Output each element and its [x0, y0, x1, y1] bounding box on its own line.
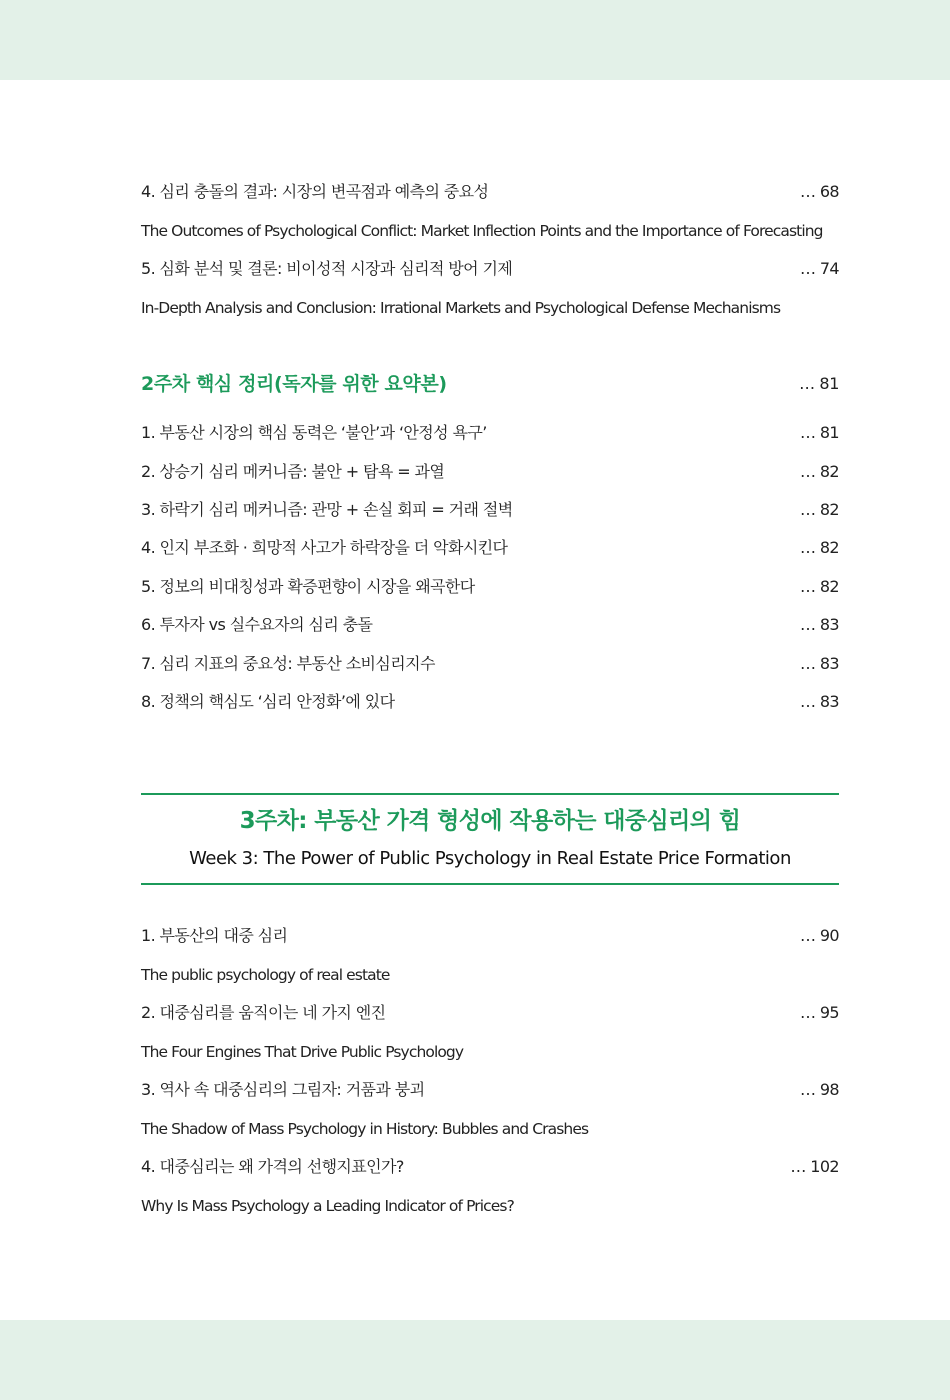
toc-entry[interactable] [141, 923, 839, 949]
toc-entry-english [141, 1116, 839, 1142]
summary-item[interactable] [141, 574, 839, 600]
summary-heading[interactable] [141, 371, 839, 397]
toc-entry-english-title: In-Depth Analysis and Conclusion: Irrational Markets and Psychological Defense Mechanisms [141, 299, 781, 317]
toc-entry-english-title: The Shadow of Mass Psychology in History: Bubbles and Crashes [141, 1120, 589, 1138]
toc-entry-english-title: The public psychology of real estate [141, 966, 390, 984]
summary-item[interactable] [141, 612, 839, 638]
chapter-rule-bottom [141, 883, 839, 885]
toc-entry-title: 1. 부동산의 대중 심리 [141, 926, 288, 945]
summary-item-page: … 81 [799, 423, 839, 442]
summary-item-page: … 82 [799, 577, 839, 596]
summary-item[interactable] [141, 420, 839, 446]
toc-entry-page: … 95 [799, 1003, 839, 1022]
toc-entry-english [141, 962, 839, 988]
summary-item-page: … 83 [799, 654, 839, 673]
toc-entry-page: … 68 [799, 182, 839, 201]
summary-heading-page: … 81 [799, 374, 839, 393]
summary-item[interactable] [141, 535, 839, 561]
summary-item-page: … 82 [799, 538, 839, 557]
summary-item-title: 1. 부동산 시장의 핵심 동력은 ‘불안’과 ‘안정성 욕구’ [141, 423, 487, 442]
summary-item-title: 8. 정책의 핵심도 ‘심리 안정화’에 있다 [141, 692, 395, 711]
summary-item[interactable] [141, 689, 839, 715]
summary-item-title: 7. 심리 지표의 중요성: 부동산 소비심리지수 [141, 654, 435, 673]
toc-entry-page: … 90 [799, 926, 839, 945]
toc-entry-english [141, 295, 839, 321]
toc-entry[interactable] [141, 256, 839, 282]
toc-entry-english [141, 1193, 839, 1219]
toc-entry[interactable] [141, 1077, 839, 1103]
summary-heading-title: 2주차 핵심 정리(독자를 위한 요약본) [141, 373, 447, 395]
chapter-subtitle: Week 3: The Power of Public Psychology in Real Estate Price Formation [189, 848, 791, 869]
summary-item-page: … 82 [799, 500, 839, 519]
toc-entry-title: 4. 심리 충돌의 결과: 시장의 변곡점과 예측의 중요성 [141, 182, 489, 201]
summary-item-page: … 82 [799, 462, 839, 481]
summary-item[interactable] [141, 651, 839, 677]
toc-entry[interactable] [141, 1154, 839, 1180]
toc-entry-page: … 98 [799, 1080, 839, 1099]
toc-entry[interactable] [141, 179, 839, 205]
toc-entry-english [141, 218, 839, 244]
toc-entry-english [141, 1039, 839, 1065]
toc-entry[interactable] [141, 1000, 839, 1026]
toc-entry-title: 2. 대중심리를 움직이는 네 가지 엔진 [141, 1003, 386, 1022]
summary-item-title: 6. 투자자 vs 실수요자의 심리 충돌 [141, 615, 373, 634]
top-band [0, 0, 950, 80]
bottom-band [0, 1320, 950, 1400]
summary-item[interactable] [141, 459, 839, 485]
toc-entry-title: 4. 대중심리는 왜 가격의 선행지표인가? [141, 1157, 404, 1176]
toc-entry-english-title: Why Is Mass Psychology a Leading Indicator of Prices? [141, 1197, 514, 1215]
summary-item[interactable] [141, 497, 839, 523]
chapter-title: 3주차: 부동산 가격 형성에 작용하는 대중심리의 힘 [239, 808, 741, 834]
summary-item-page: … 83 [799, 692, 839, 711]
toc-entry-title: 3. 역사 속 대중심리의 그림자: 거품과 붕괴 [141, 1080, 425, 1099]
summary-item-title: 2. 상승기 심리 메커니즘: 불안 + 탐욕 = 과열 [141, 462, 445, 481]
toc-entry-page: … 102 [790, 1157, 839, 1176]
summary-item-title: 3. 하락기 심리 메커니즘: 관망 + 손실 회피 = 거래 절벽 [141, 500, 513, 519]
toc-entry-title: 5. 심화 분석 및 결론: 비이성적 시장과 심리적 방어 기제 [141, 259, 513, 278]
summary-item-title: 4. 인지 부조화 · 희망적 사고가 하락장을 더 악화시킨다 [141, 538, 508, 557]
toc-entry-page: … 74 [799, 259, 839, 278]
chapter-rule-top [141, 793, 839, 795]
summary-item-title: 5. 정보의 비대칭성과 확증편향이 시장을 왜곡한다 [141, 577, 475, 596]
summary-item-page: … 83 [799, 615, 839, 634]
toc-entry-english-title: The Outcomes of Psychological Conflict: Market Inflection Points and the Importance of Forecasting [141, 222, 823, 240]
toc-entry-english-title: The Four Engines That Drive Public Psychology [141, 1043, 464, 1061]
